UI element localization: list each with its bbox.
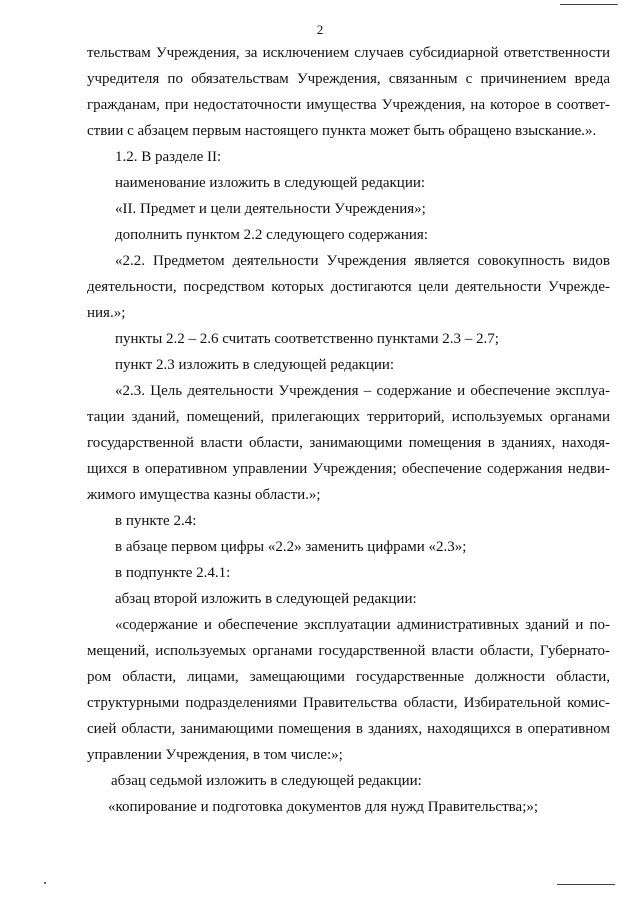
paragraph-line: управлении Учреждения, в том числе:»; [87, 747, 343, 763]
paragraph-line: учредителя по обязательствам Учреждения, связанным с причинением вреда [87, 71, 610, 87]
document-body [87, 40, 610, 820]
paragraph-line: «копирование и подготовка документов для нужд Правительства;»; [108, 799, 539, 815]
paragraph-line: пункт 2.3 изложить в следующей редакции: [115, 357, 395, 373]
paragraph-line: структурными подразделениями Правительства области, Избирательной комис- [87, 695, 610, 711]
paragraph-line: дополнить пунктом 2.2 следующего содержания: [115, 227, 428, 243]
page-number: 2 [316, 22, 324, 37]
paragraph-line: ствии с абзацем первым настоящего пункта может быть обращено взыскание.». [87, 123, 597, 139]
paragraph-line: наименование изложить в следующей редакции: [115, 175, 426, 191]
scan-speck [44, 882, 46, 884]
paragraph-line: 1.2. В разделе II: [115, 149, 222, 165]
paragraph-line: пункты 2.2 – 2.6 считать соответственно пунктами 2.3 – 2.7; [115, 331, 499, 347]
paragraph-line: сией области, занимающими помещения в зданиях, находящихся в оперативном [87, 721, 610, 737]
paragraph-line: деятельности, посредством которых достигаются цели деятельности Учрежде- [87, 279, 610, 295]
paragraph-line: тельствам Учреждения, за исключением случаев субсидиарной ответственности [87, 45, 610, 61]
paragraph-line: в подпункте 2.4.1: [115, 565, 231, 581]
paragraph-line: «2.2. Предметом деятельности Учреждения является совокупность видов [115, 253, 610, 269]
paragraph-line: жимого имущества казны области.»; [87, 487, 321, 503]
paragraph-line: в абзаце первом цифры «2.2» заменить цифрами «2.3»; [115, 539, 467, 555]
scan-edge-mark [557, 884, 615, 885]
paragraph-line: ния.»; [87, 305, 126, 321]
paragraph-line: гражданам, при недостаточности имущества Учреждения, на которое в соответ- [87, 97, 610, 113]
paragraph-line: «II. Предмет и цели деятельности Учреждения»; [115, 201, 426, 217]
paragraph-line: мещений, используемых органами государственной власти области, Губернато- [87, 643, 610, 659]
paragraph-line: государственной власти области, занимающими помещения в зданиях, находя- [87, 435, 610, 451]
paragraph-line: абзац второй изложить в следующей редакции: [115, 591, 417, 607]
paragraph-line: ром области, лицами, замещающими государственные должности области, [87, 669, 610, 685]
paragraph-line: тации зданий, помещений, прилегающих территорий, используемых органами [87, 409, 610, 425]
scan-edge-mark [560, 4, 618, 5]
paragraph-line: «содержание и обеспечение эксплуатации административных зданий и по- [115, 617, 610, 633]
paragraph-line: в пункте 2.4: [115, 513, 197, 529]
paragraph-line: «2.3. Цель деятельности Учреждения – содержание и обеспечение эксплуа- [115, 383, 610, 399]
paragraph-line: абзац седьмой изложить в следующей редакции: [111, 773, 422, 789]
paragraph-line: щихся в оперативном управлении Учреждения; обеспечение содержания недви- [87, 461, 610, 477]
